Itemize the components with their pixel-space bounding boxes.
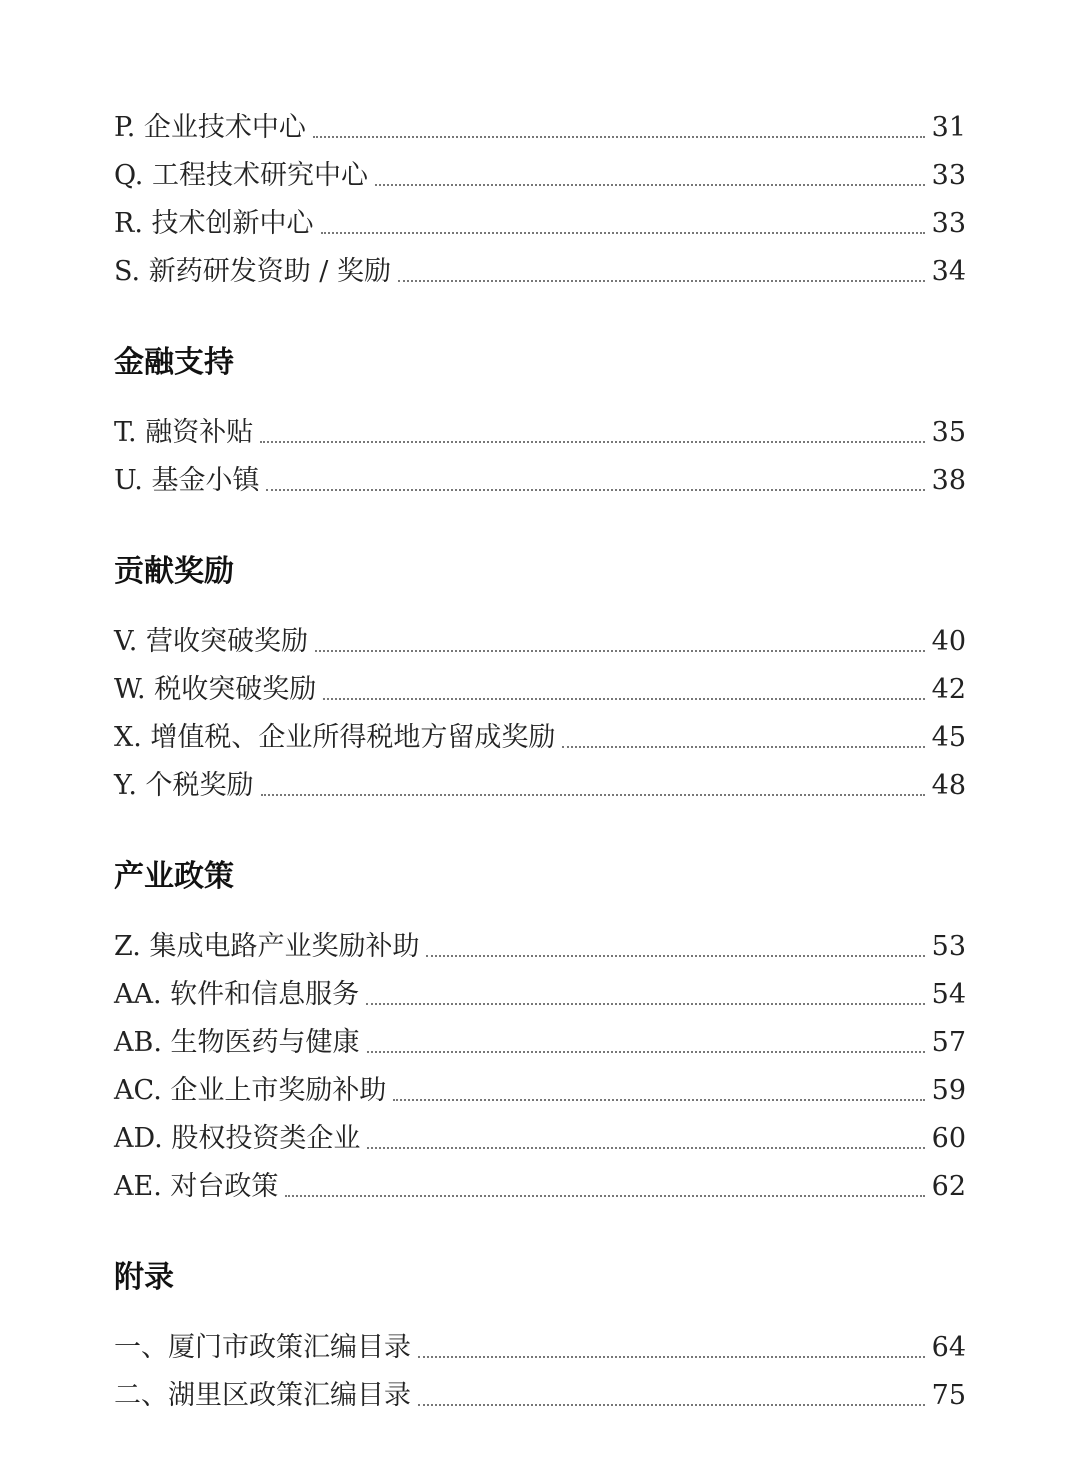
section-title: 产业政策 xyxy=(114,859,234,894)
toc-entry-page-number: 48 xyxy=(931,770,966,801)
toc-entry[interactable] xyxy=(114,104,966,152)
toc-entry[interactable] xyxy=(114,200,966,248)
toc-entry-page-number: 60 xyxy=(931,1123,966,1154)
toc-entry-label: 一、厦门市政策汇编目录 xyxy=(114,1332,411,1363)
dot-leader xyxy=(321,232,925,234)
toc-entry[interactable] xyxy=(114,1019,966,1067)
toc-entry[interactable] xyxy=(114,1324,966,1372)
dot-leader xyxy=(261,794,925,796)
toc-entry[interactable] xyxy=(114,152,966,200)
toc-entry[interactable] xyxy=(114,1067,966,1115)
dot-leader xyxy=(366,1003,924,1005)
toc-entry-label: P. 企业技术中心 xyxy=(114,112,306,143)
toc-entry[interactable] xyxy=(114,1115,966,1163)
toc-entry[interactable] xyxy=(114,1163,966,1211)
dot-leader xyxy=(285,1195,924,1197)
section-title: 金融支持 xyxy=(114,345,234,380)
dot-leader xyxy=(367,1051,925,1053)
toc-entry-page-number: 34 xyxy=(931,256,966,287)
toc-entry-label: W. 税收突破奖励 xyxy=(114,674,317,705)
table-of-contents xyxy=(114,104,966,1420)
toc-entry-page-number: 42 xyxy=(931,674,966,705)
toc-entry-label: AC. 企业上市奖励补助 xyxy=(114,1075,387,1106)
toc-entry-label: Q. 工程技术研究中心 xyxy=(114,160,368,191)
toc-entry-label: R. 技术创新中心 xyxy=(114,208,314,239)
toc-entry-page-number: 54 xyxy=(931,979,966,1010)
toc-entry[interactable] xyxy=(114,714,966,762)
dot-leader xyxy=(313,136,925,138)
toc-entry[interactable] xyxy=(114,762,966,810)
toc-entry-label: AB. 生物医药与健康 xyxy=(114,1027,360,1058)
toc-entry-page-number: 64 xyxy=(931,1332,966,1363)
dot-leader xyxy=(375,184,925,186)
toc-entry[interactable] xyxy=(114,666,966,714)
toc-entry-page-number: 75 xyxy=(931,1380,966,1411)
toc-entry-label: Y. 个税奖励 xyxy=(114,770,254,801)
toc-entry-page-number: 62 xyxy=(931,1171,966,1202)
toc-entry-page-number: 40 xyxy=(931,626,966,657)
toc-entry-label: X. 增值税、企业所得税地方留成奖励 xyxy=(114,722,556,753)
dot-leader xyxy=(266,489,924,491)
toc-entry[interactable] xyxy=(114,457,966,505)
toc-entry-page-number: 53 xyxy=(931,931,966,962)
dot-leader xyxy=(426,955,924,957)
toc-entry-label: AE. 对台政策 xyxy=(114,1171,279,1202)
toc-entry-page-number: 33 xyxy=(931,160,966,191)
dot-leader xyxy=(398,280,925,282)
dot-leader xyxy=(418,1404,925,1406)
dot-leader xyxy=(315,650,925,652)
toc-entry-label: 二、湖里区政策汇编目录 xyxy=(114,1380,411,1411)
toc-entry[interactable] xyxy=(114,409,966,457)
toc-entry-label: AD. 股权投资类企业 xyxy=(114,1123,361,1154)
toc-entry-page-number: 31 xyxy=(931,112,966,143)
toc-entry-page-number: 57 xyxy=(931,1027,966,1058)
toc-entry-page-number: 33 xyxy=(931,208,966,239)
toc-entry-page-number: 35 xyxy=(931,417,966,448)
toc-entry-label: U. 基金小镇 xyxy=(114,465,260,496)
toc-entry[interactable] xyxy=(114,248,966,296)
dot-leader xyxy=(260,441,924,443)
toc-entry-page-number: 38 xyxy=(931,465,966,496)
dot-leader xyxy=(418,1356,925,1358)
section-title: 附录 xyxy=(114,1260,174,1295)
dot-leader xyxy=(367,1147,924,1149)
toc-entry[interactable] xyxy=(114,1372,966,1420)
toc-entry[interactable] xyxy=(114,618,966,666)
section-title: 贡献奖励 xyxy=(114,554,234,589)
toc-entry-label: Z. 集成电路产业奖励补助 xyxy=(114,931,420,962)
toc-entry-page-number: 45 xyxy=(931,722,966,753)
toc-entry[interactable] xyxy=(114,923,966,971)
toc-entry-page-number: 59 xyxy=(931,1075,966,1106)
dot-leader xyxy=(393,1099,924,1101)
dot-leader xyxy=(323,698,924,700)
dot-leader xyxy=(562,746,924,748)
toc-entry-label: T. 融资补贴 xyxy=(114,417,254,448)
toc-entry[interactable] xyxy=(114,971,966,1019)
toc-entry-label: S. 新药研发资助 / 奖励 xyxy=(114,256,391,287)
toc-entry-label: V. 营收突破奖励 xyxy=(114,626,308,657)
toc-entry-label: AA. 软件和信息服务 xyxy=(114,979,360,1010)
